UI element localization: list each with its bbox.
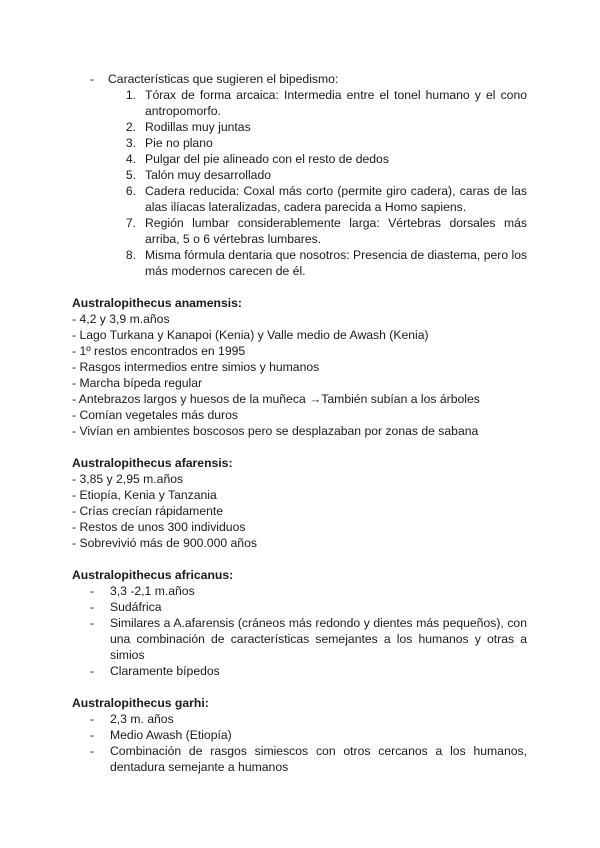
list-item-line: Pie no plano: [145, 136, 213, 150]
list-item-line: Talón muy desarrollado: [145, 168, 272, 182]
list-number: 8.: [125, 248, 136, 262]
africanus-item: simios: [110, 648, 145, 662]
list-number: 6.: [125, 184, 136, 198]
africanus-item: 3,3 -2,1 m.años: [110, 584, 195, 598]
africanus-item: una combinación de características semejantes a los humanos y otras a: [110, 632, 527, 646]
list-item-line: alas ilíacas lateralizadas, cadera parecida a Homo sapiens.: [145, 200, 467, 214]
list-item-line: antropomorfo.: [145, 104, 221, 118]
list-item-line: Pulgar del pie alineado con el resto de dedos: [145, 152, 389, 166]
bullet-dash: -: [90, 744, 95, 758]
list-item-line: Cadera reducida: Coxal más corto (permite giro cadera), caras de las: [145, 184, 527, 198]
list-item-line: Rodillas muy juntas: [145, 120, 251, 134]
list-number: 2.: [125, 120, 136, 134]
anamensis-item: - Comían vegetales más duros: [72, 408, 238, 422]
list-number: 1.: [125, 88, 136, 102]
bullet-dash: -: [90, 712, 95, 726]
anamensis-item: - Marcha bípeda regular: [72, 376, 203, 390]
afarensis-item: - Crías crecían rápidamente: [72, 504, 224, 518]
garhi-item: dentadura semejante a humanos: [110, 760, 289, 774]
section-heading-africanus: Australopithecus africanus:: [72, 568, 234, 582]
list-number: 7.: [125, 216, 136, 230]
section-heading-anamensis: Australopithecus anamensis:: [72, 296, 242, 310]
bullet-dash: -: [90, 728, 95, 742]
anamensis-item: - Vivían en ambientes boscosos pero se desplazaban por zonas de sabana: [72, 424, 479, 438]
garhi-item: Medio Awash (Etiopía): [110, 728, 232, 742]
afarensis-item: - Sobrevivió más de 900.000 años: [72, 536, 257, 550]
bullet-dash: -: [90, 664, 95, 678]
africanus-item: Similares a A.afarensis (cráneos más redondo y dientes más pequeños), con: [110, 616, 527, 630]
bullet-dash: -: [90, 584, 95, 598]
list-item-line: Misma fórmula dentaria que nosotros: Presencia de diastema, pero los: [145, 248, 527, 262]
list-number: 4.: [125, 152, 136, 166]
bullet-dash: -: [90, 600, 95, 614]
intro-title: Características que sugieren el bipedismo:: [108, 72, 339, 86]
afarensis-item: - Etiopía, Kenia y Tanzania: [72, 488, 217, 502]
list-item-line: arriba, 5 o 6 vértebras lumbares.: [145, 232, 322, 246]
list-item-line: Región lumbar considerablemente larga: Vértebras dorsales más: [145, 216, 527, 230]
africanus-item: Sudáfrica: [110, 600, 162, 614]
list-item-line: Tórax de forma arcaica: Intermedia entre el tonel humano y el cono: [145, 88, 527, 102]
list-number: 3.: [125, 136, 136, 150]
africanus-item: Claramente bípedos: [110, 664, 220, 678]
list-number: 5.: [125, 168, 136, 182]
afarensis-item: - Restos de unos 300 individuos: [72, 520, 246, 534]
section-heading-garhi: Australopithecus garhi:: [72, 696, 209, 710]
list-item-line: más modernos carecen de él.: [145, 264, 306, 278]
garhi-item: 2,3 m. años: [110, 712, 174, 726]
anamensis-item: - Lago Turkana y Kanapoi (Kenia) y Valle medio de Awash (Kenia): [72, 328, 429, 342]
garhi-item: Combinación de rasgos simiescos con otros cercanos a los humanos,: [110, 744, 527, 758]
anamensis-item: - 1º restos encontrados en 1995: [72, 344, 246, 358]
anamensis-item: - 4,2 y 3,9 m.años: [72, 312, 170, 326]
anamensis-item: - Rasgos intermedios entre simios y humanos: [72, 360, 320, 374]
section-heading-afarensis: Australopithecus afarensis:: [72, 456, 233, 470]
afarensis-item: - 3,85 y 2,95 m.años: [72, 472, 184, 486]
anamensis-item: - Antebrazos largos y huesos de la muñeca →También subían a los árboles: [72, 392, 480, 406]
bullet-dash: -: [90, 72, 95, 86]
bullet-dash: -: [90, 616, 95, 630]
